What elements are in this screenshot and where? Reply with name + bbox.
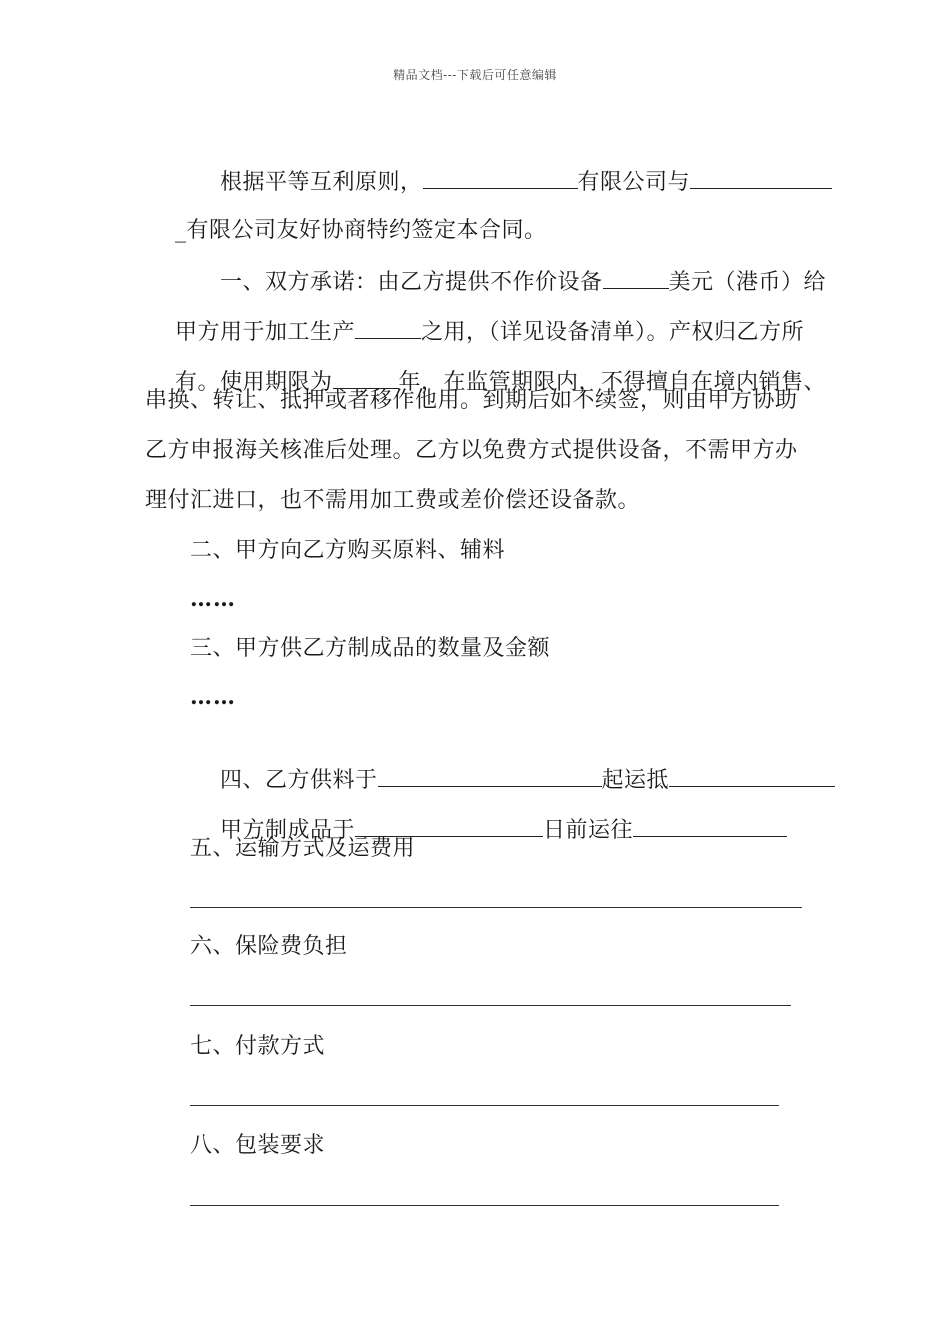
intro-text-b: 有限公司与 — [577, 170, 691, 195]
company-b-blank[interactable] — [690, 166, 832, 189]
clause2-ellipsis: …… — [190, 586, 236, 612]
clause2-title: 二、甲方向乙方购买原料、辅料 — [190, 538, 506, 563]
clause1-text-c: 甲方用于加工生产 — [174, 320, 355, 345]
clause4-text-a: 四、乙方供料于 — [219, 768, 378, 793]
clause5-answer-line[interactable] — [190, 907, 802, 908]
clause3-title: 三、甲方供乙方制成品的数量及金额 — [190, 636, 551, 661]
intro-text-a: 根据平等互利原则， — [219, 170, 423, 195]
clause6-answer-line[interactable] — [190, 1005, 791, 1006]
clause1-line-5: 乙方申报海关核准后处理。乙方以免费方式提供设备，不需甲方办 — [145, 438, 798, 463]
intro-text-c: 有限公司友好协商特约签定本合同。 — [186, 218, 547, 243]
page-header: 精品文档---下载后可任意编辑 — [393, 68, 557, 82]
intro-underscore: _ — [174, 218, 187, 243]
clause5-title: 五、运输方式及运费用 — [190, 836, 416, 861]
clause8-title: 八、包装要求 — [190, 1133, 326, 1158]
clause7-title: 七、付款方式 — [190, 1034, 326, 1059]
clause8-answer-line[interactable] — [190, 1205, 779, 1206]
clause3-ellipsis: …… — [190, 684, 236, 710]
clause1-text-e: 有。使用期限为 — [174, 370, 333, 395]
clause1-line-6: 理付汇进口，也不需用加工费或差价偿还设备款。 — [145, 488, 641, 513]
clause7-answer-line[interactable] — [190, 1105, 779, 1106]
clause1-text-b: 美元（港币）给 — [668, 270, 827, 295]
ship-to-blank[interactable] — [633, 814, 787, 837]
clause6-title: 六、保险费负担 — [190, 934, 348, 959]
clause4-text-d: 日前运往 — [543, 818, 634, 843]
clause4-text-b: 起运抵 — [601, 768, 670, 793]
clause1-text-d: 之用，（详见设备清单）。产权归乙方所 — [421, 320, 805, 345]
clause1-line-4: 串换、转让、抵押或者移作他用。到期后如不续签，则由甲方协助 — [145, 388, 798, 413]
clause1-text-a: 一、双方承诺：由乙方提供不作价设备 — [219, 270, 603, 295]
clause4-text-c: 甲方制成品于 — [219, 818, 355, 843]
clause1-text-f: 年，在监管期限内，不得擅自在境内销售、 — [398, 370, 827, 395]
